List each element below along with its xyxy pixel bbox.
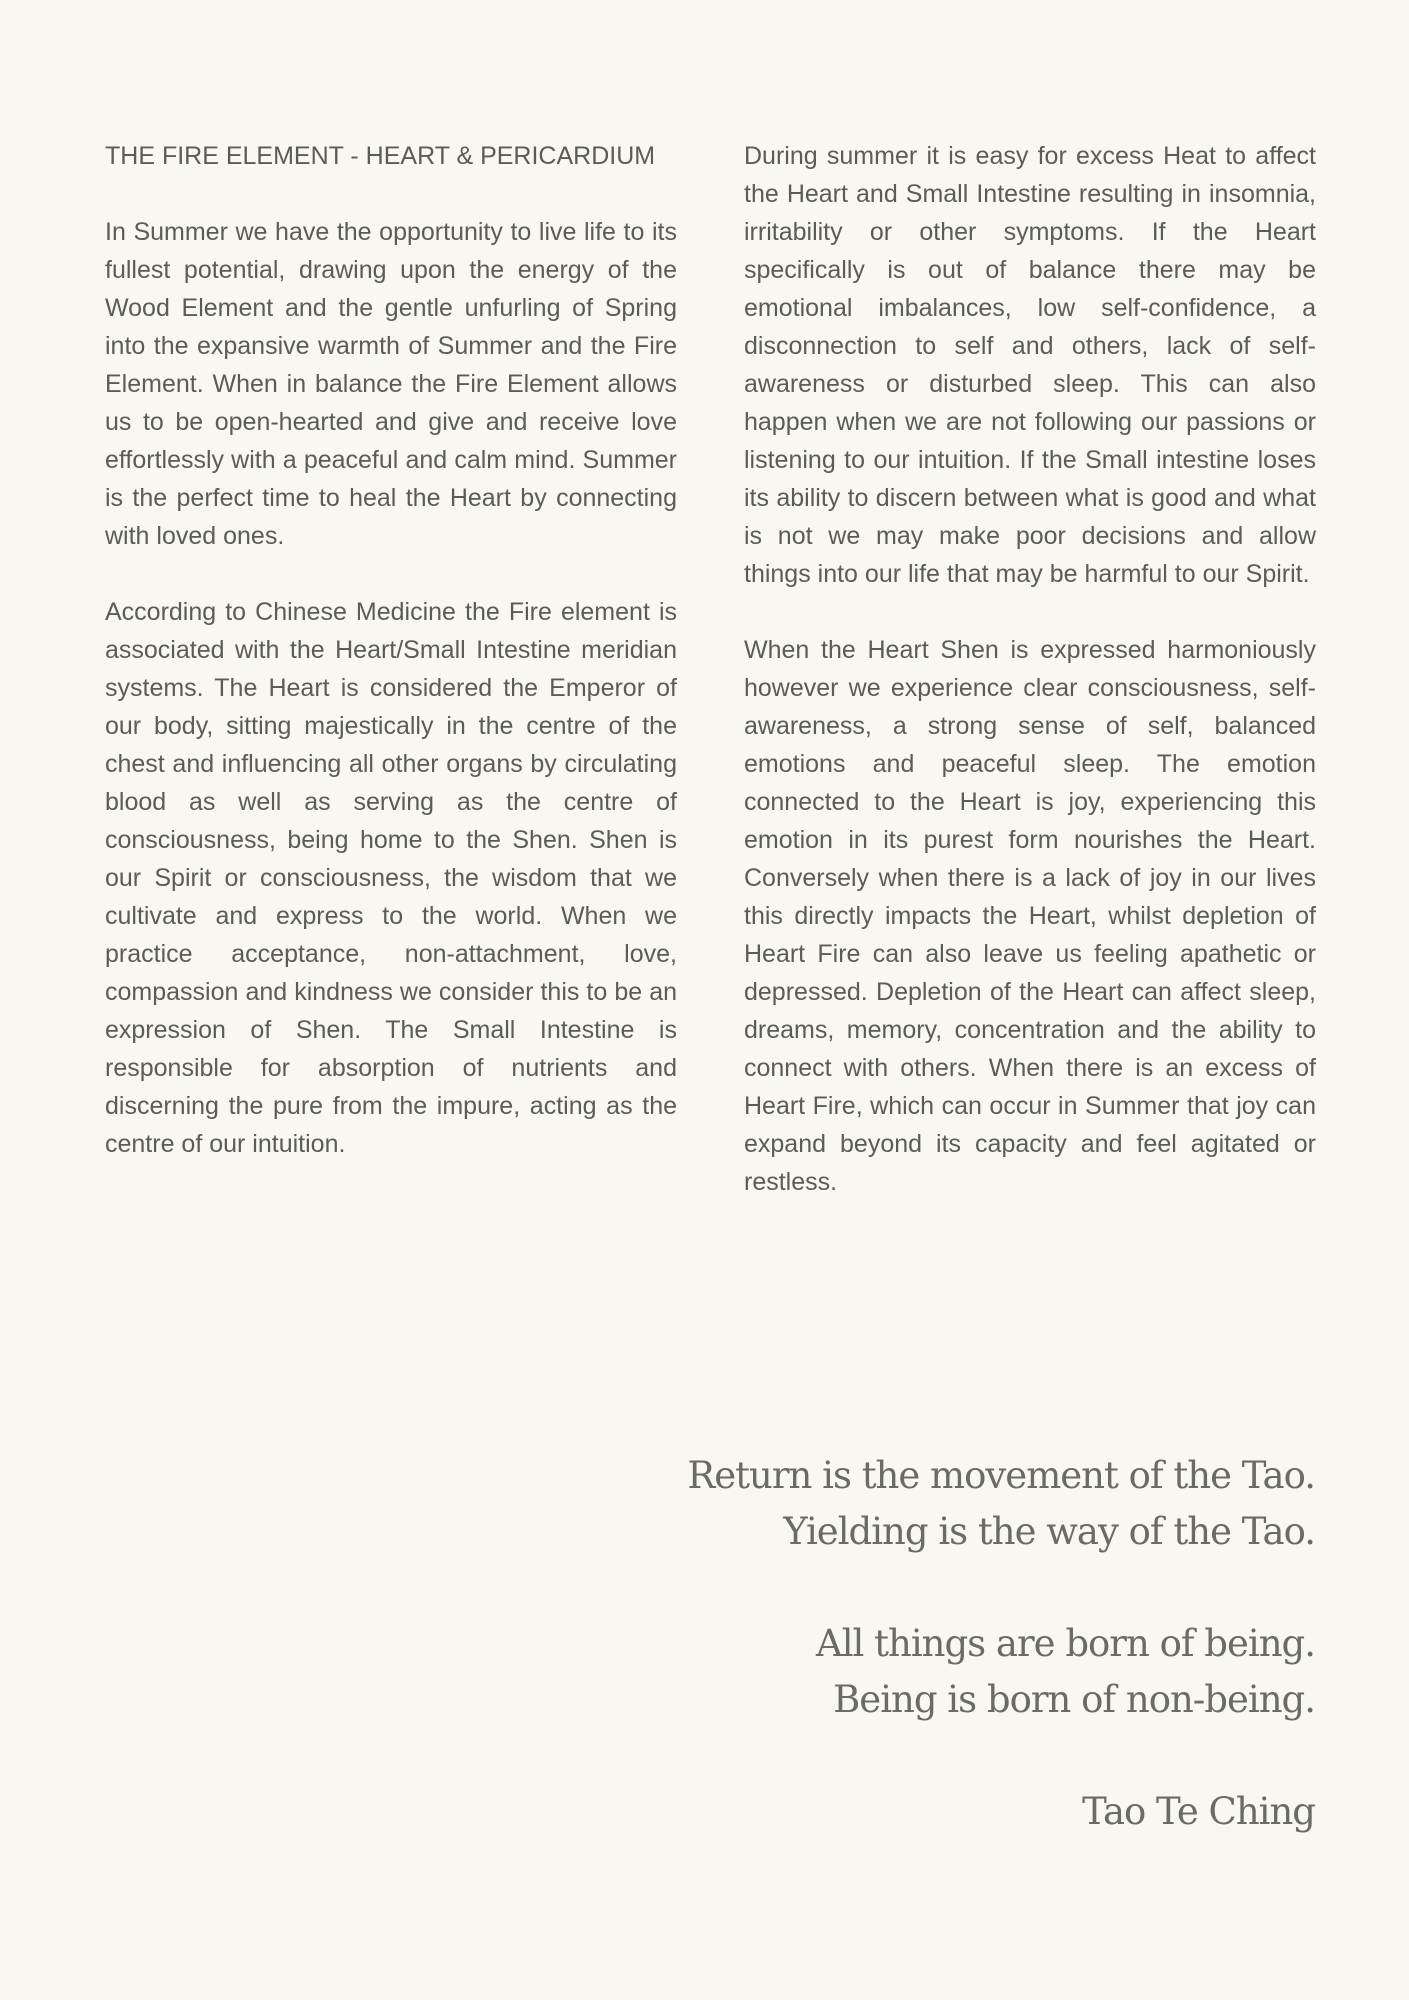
quote-spacer (615, 1728, 1315, 1784)
tao-quote (615, 1448, 1315, 1840)
quote-line: Return is the movement of the Tao. (687, 1454, 1315, 1497)
left-column (105, 137, 677, 1201)
quote-line: Being is born of non-being. (833, 1678, 1315, 1721)
article-heading: THE FIRE ELEMENT - HEART & PERICARDIUM (105, 142, 656, 170)
quote-spacer (615, 1560, 1315, 1616)
paragraph-heart-shen: When the Heart Shen is expressed harmoniously however we experience clear consciousness, self-awareness, a strong sense of self, balanced emotions and peaceful sleep. The emotion connected to the Heart is joy, experiencing this emotion in its purest form nourishes the Heart. Conversely when there is a lack of joy in our lives this directly impacts the Heart, whilst depletion of Heart Fire can also leave us feeling apathetic or depressed. Depletion of the Heart can affect sleep, dreams, memory, concentration and the ability to connect with others. When there is an excess of Heart Fire, which can occur in Summer that joy can expand beyond its capacity and feel agitated or restless. (744, 636, 1316, 1196)
quote-line: All things are born of being. (815, 1622, 1315, 1665)
quote-line: Yielding is the way of the Tao. (783, 1510, 1315, 1553)
paragraph-excess-heat: During summer it is easy for excess Heat to affect the Heart and Small Intestine resulting in insomnia, irritability or other symptoms. If the Heart specifically is out of balance there may be emotional imbalances, low self-confidence, a disconnection to self and others, lack of self-awareness or disturbed sleep. This can also happen when we are not following our passions or listening to our intuition. If the Small intestine loses its ability to discern between what is good and what is not we may make poor decisions and allow things into our life that may be harmful to our Spirit. (744, 142, 1316, 588)
quote-attribution: Tao Te Ching (1082, 1790, 1315, 1833)
paragraph-chinese-medicine: According to Chinese Medicine the Fire element is associated with the Heart/Small Intestine meridian systems. The Heart is considered the Emperor of our body, sitting majestically in the centre of the chest and influencing all other organs by circulating blood as well as serving as the centre of consciousness, being home to the Shen. Shen is our Spirit or consciousness, the wisdom that we cultivate and express to the world. When we practice acceptance, non-attachment, love, compassion and kindness we consider this to be an expression of Shen. The Small Intestine is responsible for absorption of nutrients and discerning the pure from the impure, acting as the centre of our intuition. (105, 598, 677, 1158)
paragraph-summer-intro: In Summer we have the opportunity to live life to its fullest potential, drawing upon the energy of the Wood Element and the gentle unfurling of Spring into the expansive warmth of Summer and the Fire Element. When in balance the Fire Element allows us to be open-hearted and give and receive love effortlessly with a peaceful and calm mind. Summer is the perfect time to heal the Heart by connecting with loved ones. (105, 218, 677, 550)
right-column (744, 137, 1316, 1239)
